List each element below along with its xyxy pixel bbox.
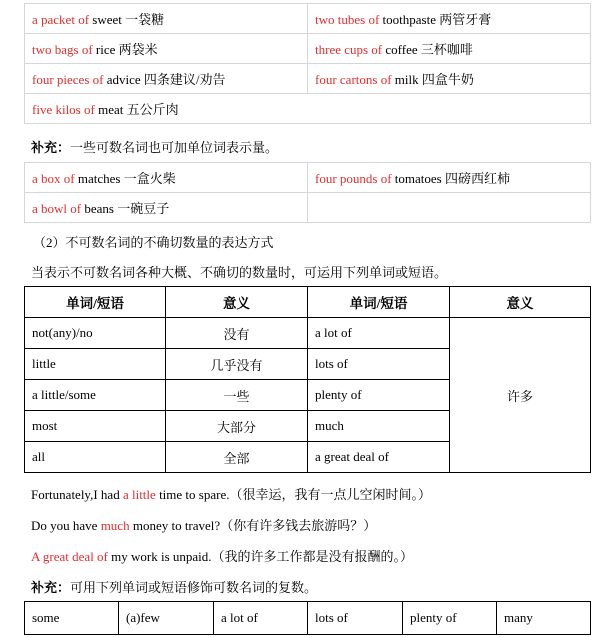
column-header: 单词/短语 <box>25 287 166 318</box>
meaning-cell: 几乎没有 <box>166 349 308 380</box>
modifier-cell: many <box>497 602 591 635</box>
phrase-table-1 <box>24 3 591 124</box>
modifier-cell: plenty of <box>403 602 497 635</box>
phrase-cell <box>308 193 591 223</box>
word-cell: a great deal of <box>308 442 450 473</box>
meaning-cell: 没有 <box>166 318 308 349</box>
phrase-cell: three cups of coffee 三杯咖啡 <box>308 34 591 64</box>
intro-text: 当表示不可数名词各种大概、不确切的数量时，可运用下列单词或短语。 <box>31 265 448 280</box>
meaning-cell: 大部分 <box>166 411 308 442</box>
phrase-cell: a bowl of beans 一碗豆子 <box>25 193 308 223</box>
meaning-cell: 一些 <box>166 380 308 411</box>
example-sentence-3: A great deal of my work is unpaid.（我的许多工作都是没有报酬的。） <box>31 549 414 564</box>
word-cell: much <box>308 411 450 442</box>
supplement-note-1: 补充：一些可数名词也可加单位词表示量。 <box>31 140 279 155</box>
phrase-cell: two bags of rice 两袋米 <box>25 34 308 64</box>
section-heading: （2）不可数名词的不确切数量的表达方式 <box>33 235 274 250</box>
word-cell: a lot of <box>308 318 450 349</box>
table-row <box>25 193 591 223</box>
table-row <box>25 4 591 34</box>
countable-modifier-table <box>24 601 591 635</box>
phrase-cell: a packet of sweet 一袋糖 <box>25 4 308 34</box>
column-header: 意义 <box>166 287 308 318</box>
phrase-cell: two tubes of toothpaste 两管牙膏 <box>308 4 591 34</box>
word-cell: plenty of <box>308 380 450 411</box>
phrase-cell: four cartons of milk 四盒牛奶 <box>308 64 591 94</box>
meaning-cell: 全部 <box>166 442 308 473</box>
phrase-table-2 <box>24 162 591 223</box>
column-header: 单词/短语 <box>308 287 450 318</box>
example-sentence-1: Fortunately,I had a little time to spare.（很幸运，我有一点儿空闲时间。） <box>31 487 431 502</box>
table-row <box>25 318 591 349</box>
modifier-cell: (a)few <box>119 602 214 635</box>
table-row <box>25 94 591 124</box>
word-cell: most <box>25 411 166 442</box>
modifier-cell: some <box>25 602 119 635</box>
word-cell: not(any)/no <box>25 318 166 349</box>
word-cell: all <box>25 442 166 473</box>
phrase-cell: five kilos of meat 五公斤肉 <box>25 94 591 124</box>
table-row <box>25 602 591 635</box>
column-header: 意义 <box>450 287 591 318</box>
modifier-cell: lots of <box>308 602 403 635</box>
phrase-cell: a box of matches 一盒火柴 <box>25 163 308 193</box>
word-table <box>24 286 591 473</box>
supplement-note-2: 补充：可用下列单词或短语修饰可数名词的复数。 <box>31 580 318 595</box>
example-sentence-2: Do you have much money to travel?（你有许多钱去旅游吗？） <box>31 518 377 533</box>
word-cell: little <box>25 349 166 380</box>
word-cell: a little/some <box>25 380 166 411</box>
modifier-cell: a lot of <box>214 602 308 635</box>
meaning-cell-merged: 许多 <box>450 318 591 473</box>
table-row <box>25 163 591 193</box>
table-row <box>25 34 591 64</box>
table-header-row <box>25 287 591 318</box>
table-row <box>25 64 591 94</box>
word-cell: lots of <box>308 349 450 380</box>
phrase-cell: four pounds of tomatoes 四磅西红柿 <box>308 163 591 193</box>
phrase-cell: four pieces of advice 四条建议/劝告 <box>25 64 308 94</box>
